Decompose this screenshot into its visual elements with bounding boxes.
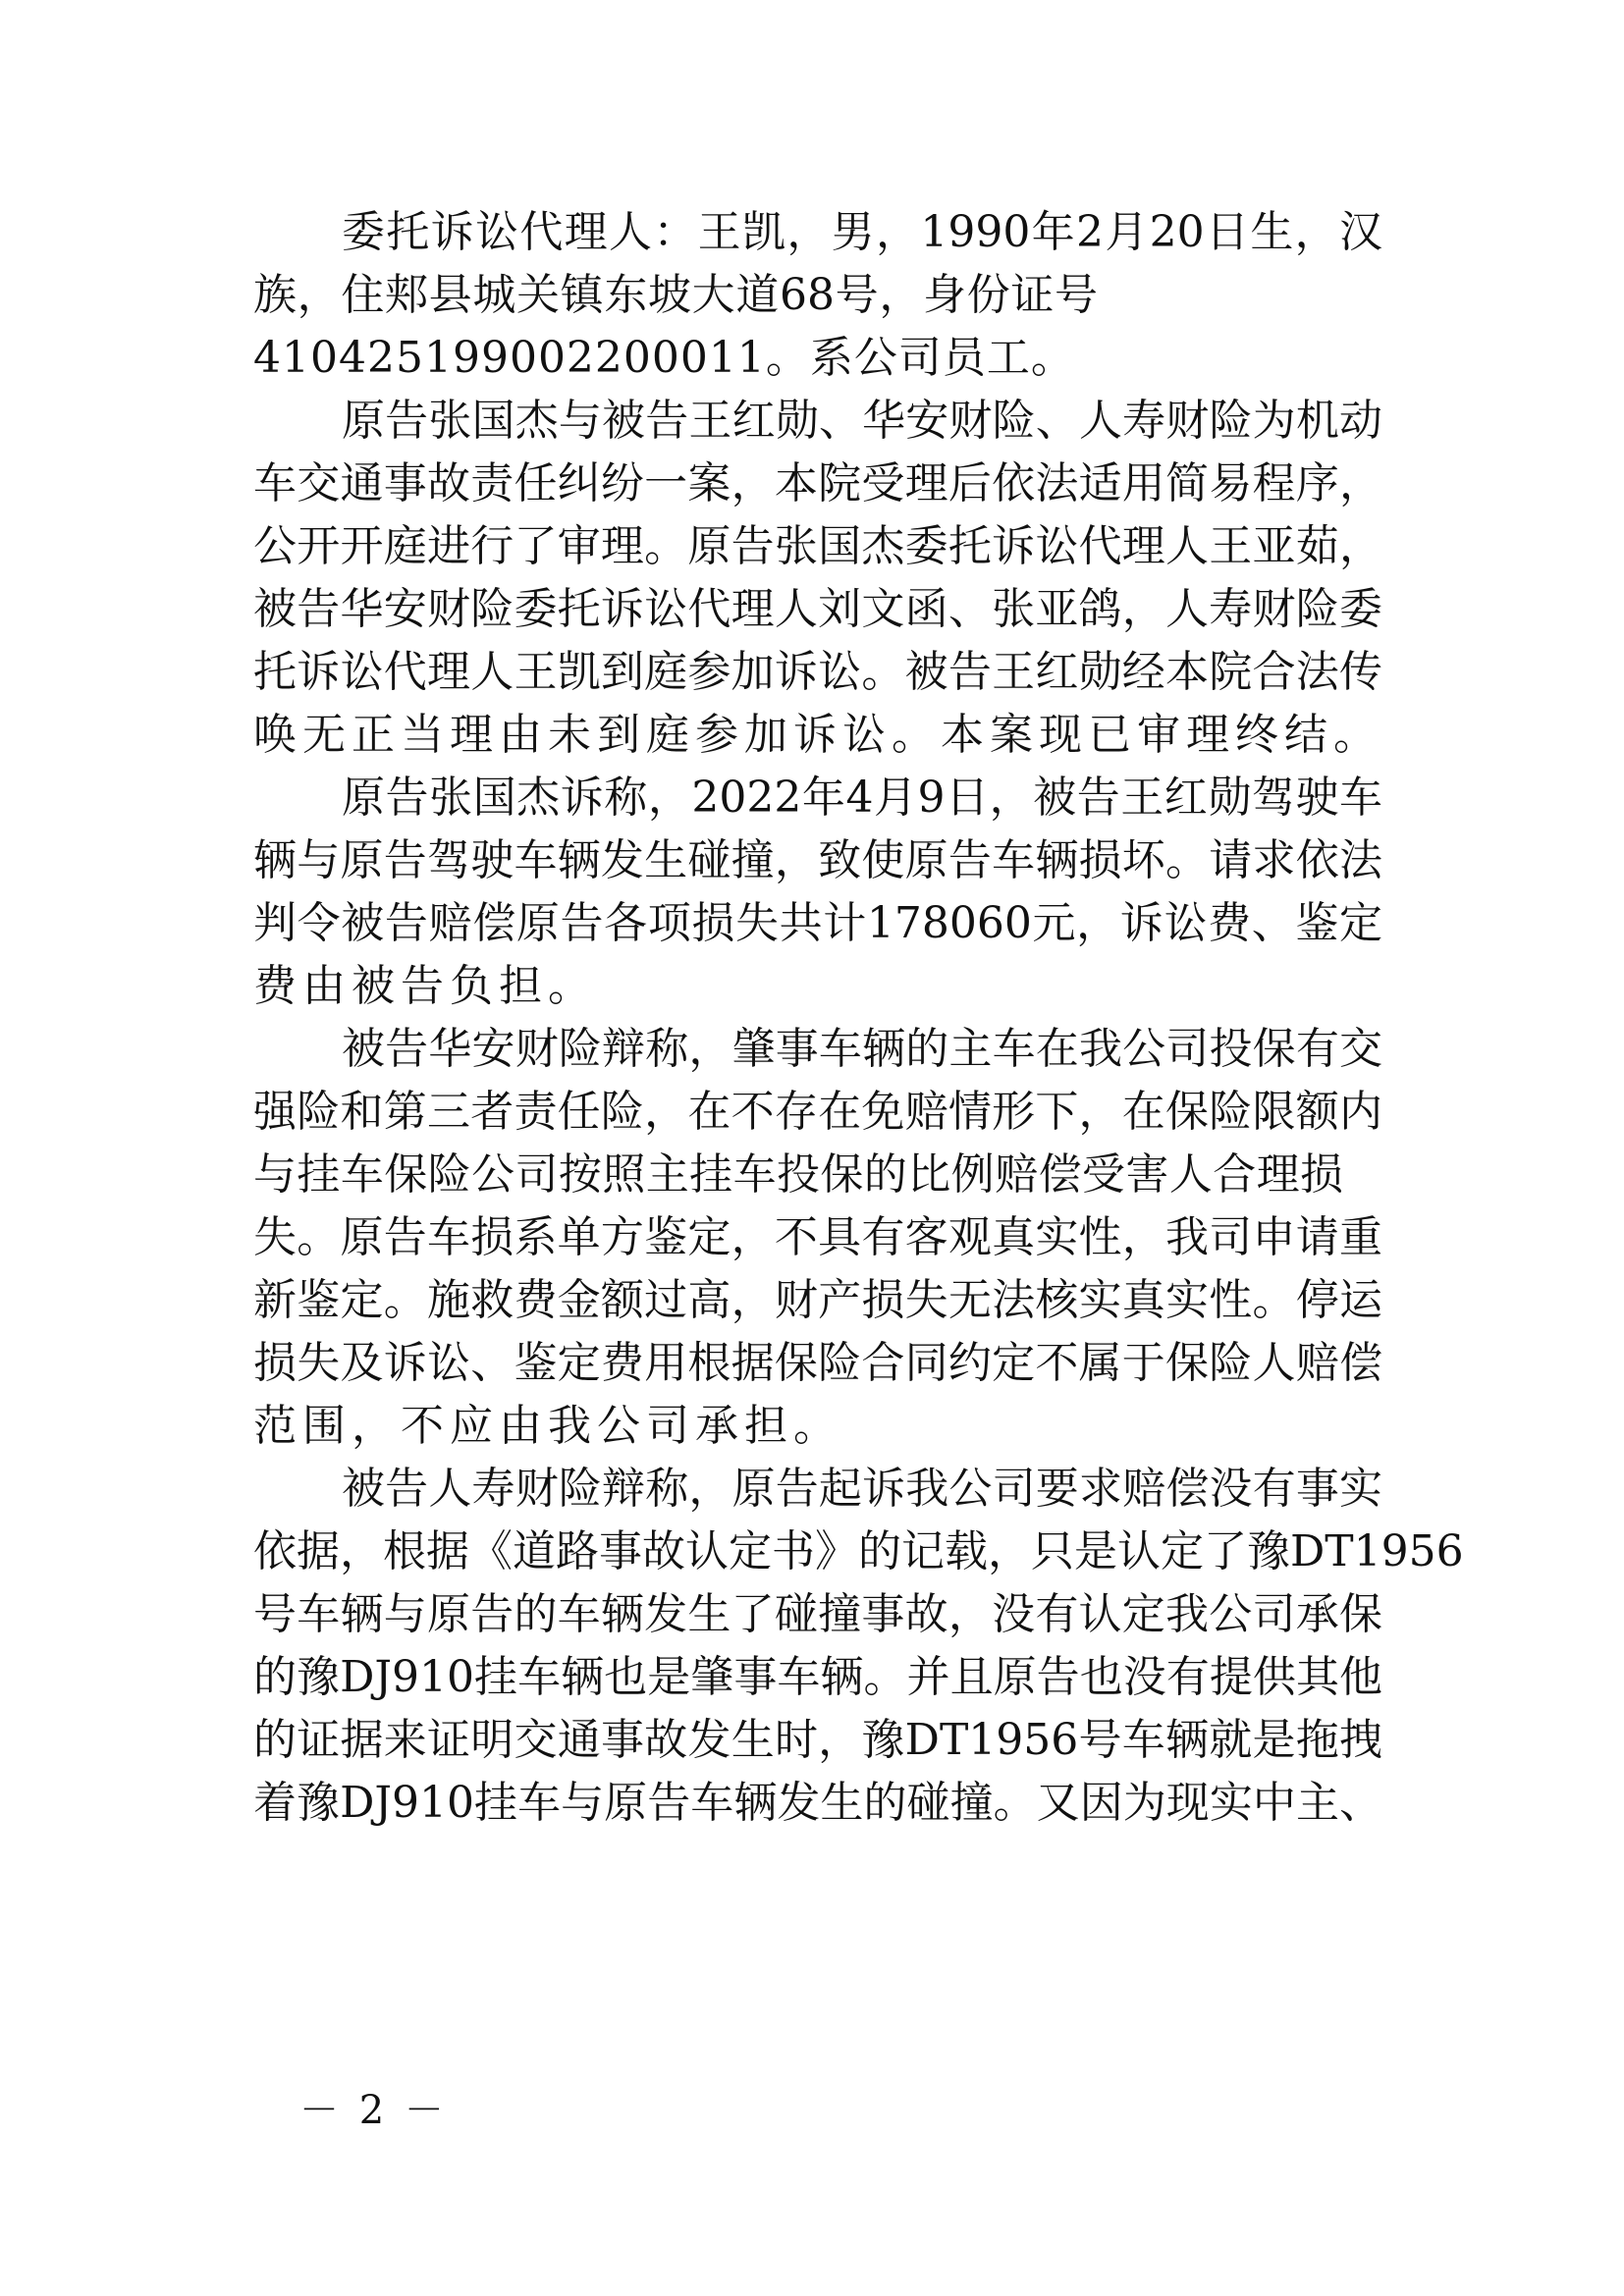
text-line: 410425199002200011。系公司员工。 [253,333,1075,383]
text-line: 失。原告车损系单方鉴定，不具有客观真实性，我司申请重 [253,1212,1382,1262]
text-line: 范围，不应由我公司承担。 [253,1401,842,1451]
text-line: 族，住郏县城关镇东坡大道68号，身份证号 [253,270,1098,320]
text-line: 判令被告赔偿原告各项损失共计178060元，诉讼费、鉴定 [253,898,1382,948]
text-line: 被告华安财险辩称，肇事车辆的主车在我公司投保有交 [342,1024,1382,1074]
text-line: 唤无正当理由未到庭参加诉讼。本案现已审理终结。 [253,710,1382,760]
text-line: 强险和第三者责任险，在不存在免赔情形下，在保险限额内 [253,1087,1382,1137]
text-line: 被告华安财险委托诉讼代理人刘文函、张亚鸽，人寿财险委 [253,584,1382,634]
text-line: 新鉴定。施救费金额过高，财产损失无法核实真实性。停运 [253,1275,1382,1325]
text-line: 委托诉讼代理人：王凯，男，1990年2月20日生，汉 [342,207,1382,257]
text-line: 号车辆与原告的车辆发生了碰撞事故，没有认定我公司承保 [253,1589,1382,1639]
text-line: 的证据来证明交通事故发生时，豫DT1956号车辆就是拖拽 [253,1715,1382,1765]
text-line: 公开开庭进行了审理。原告张国杰委托诉讼代理人王亚茹， [253,521,1382,571]
text-line: 辆与原告驾驶车辆发生碰撞，致使原告车辆损坏。请求依法 [253,835,1382,885]
text-line: 与挂车保险公司按照主挂车投保的比例赔偿受害人合理损 [253,1149,1343,1200]
text-line: 着豫DJ910挂车与原告车辆发生的碰撞。又因为现实中主、 [253,1778,1382,1828]
page-number: － 2 － [299,2088,448,2133]
text-line: 托诉讼代理人王凯到庭参加诉讼。被告王红勋经本院合法传 [253,647,1382,697]
text-line: 损失及诉讼、鉴定费用根据保险合同约定不属于保险人赔偿 [253,1338,1382,1388]
document-body [253,201,1464,1835]
text-line: 依据，根据《道路事故认定书》的记载，只是认定了豫DT1956 [253,1526,1464,1576]
text-line: 被告人寿财险辩称，原告起诉我公司要求赔偿没有事实 [342,1464,1382,1514]
text-line: 原告张国杰诉称，2022年4月9日，被告王红勋驾驶车 [342,773,1382,823]
text-line: 原告张国杰与被告王红勋、华安财险、人寿财险为机动 [342,396,1382,446]
text-line: 的豫DJ910挂车辆也是肇事车辆。并且原告也没有提供其他 [253,1652,1382,1702]
text-line: 车交通事故责任纠纷一案，本院受理后依法适用简易程序， [253,458,1382,508]
text-line: 费由被告负担。 [253,961,597,1011]
